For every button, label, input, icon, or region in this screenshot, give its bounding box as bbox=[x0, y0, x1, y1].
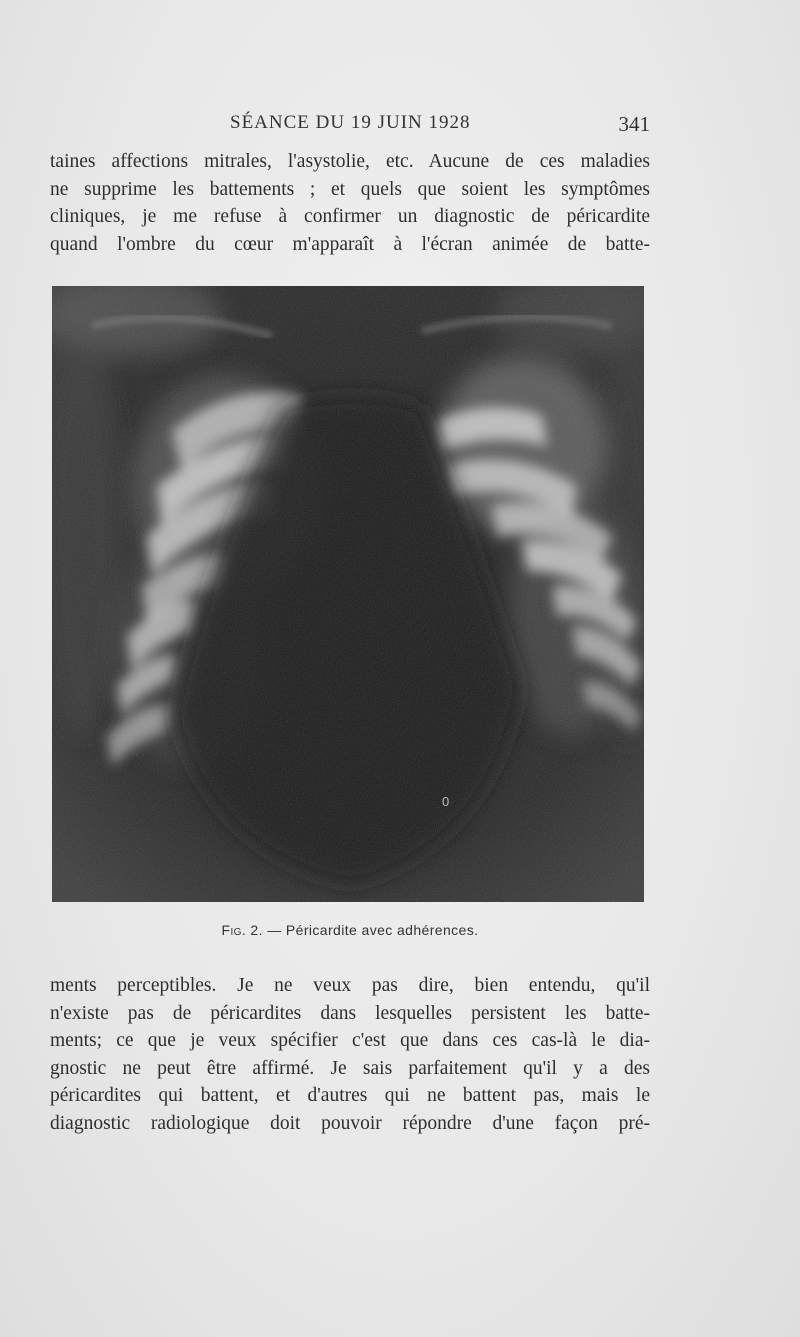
figure-caption-text: — Péricardite avec adhérences. bbox=[262, 922, 479, 938]
text-line: ne supprime les battements ; et quels que soient les symptômes bbox=[50, 178, 650, 200]
film-marker: 0 bbox=[442, 794, 450, 809]
film-grain bbox=[52, 286, 644, 902]
figure-caption bbox=[50, 922, 650, 938]
text-line: quand l'ombre du cœur m'apparaît à l'écran animée de batte- bbox=[50, 233, 650, 255]
running-title: SÉANCE DU 19 JUIN 1928 bbox=[230, 112, 471, 133]
text-line: taines affections mitrales, l'asystolie, etc. Aucune de ces maladies bbox=[50, 151, 650, 172]
text-line: gnostic ne peut être affirmé. Je sais parfaitement qu'il y a des bbox=[50, 1057, 650, 1079]
xray-image bbox=[52, 286, 644, 902]
text-line: ments; ce que je veux spécifier c'est que dans ces cas-là le dia- bbox=[50, 1030, 650, 1051]
paragraph-bottom bbox=[50, 972, 650, 1137]
paragraph-top bbox=[50, 148, 650, 258]
page-number: 341 bbox=[618, 112, 650, 136]
running-head bbox=[50, 112, 650, 142]
xray-figure bbox=[52, 286, 644, 902]
text-line: n'existe pas de péricardites dans lesquelles persistent les batte- bbox=[50, 1002, 650, 1024]
text-line: péricardites qui battent, et d'autres qui ne battent pas, mais le bbox=[50, 1085, 650, 1106]
text-line: diagnostic radiologique doit pouvoir répondre d'une façon pré- bbox=[50, 1112, 650, 1134]
text-line: cliniques, je me refuse à confirmer un diagnostic de péricardite bbox=[50, 206, 650, 227]
text-line: ments perceptibles. Je ne veux pas dire, bien entendu, qu'il bbox=[50, 975, 650, 996]
figure-label: Fig. 2. bbox=[221, 922, 263, 938]
